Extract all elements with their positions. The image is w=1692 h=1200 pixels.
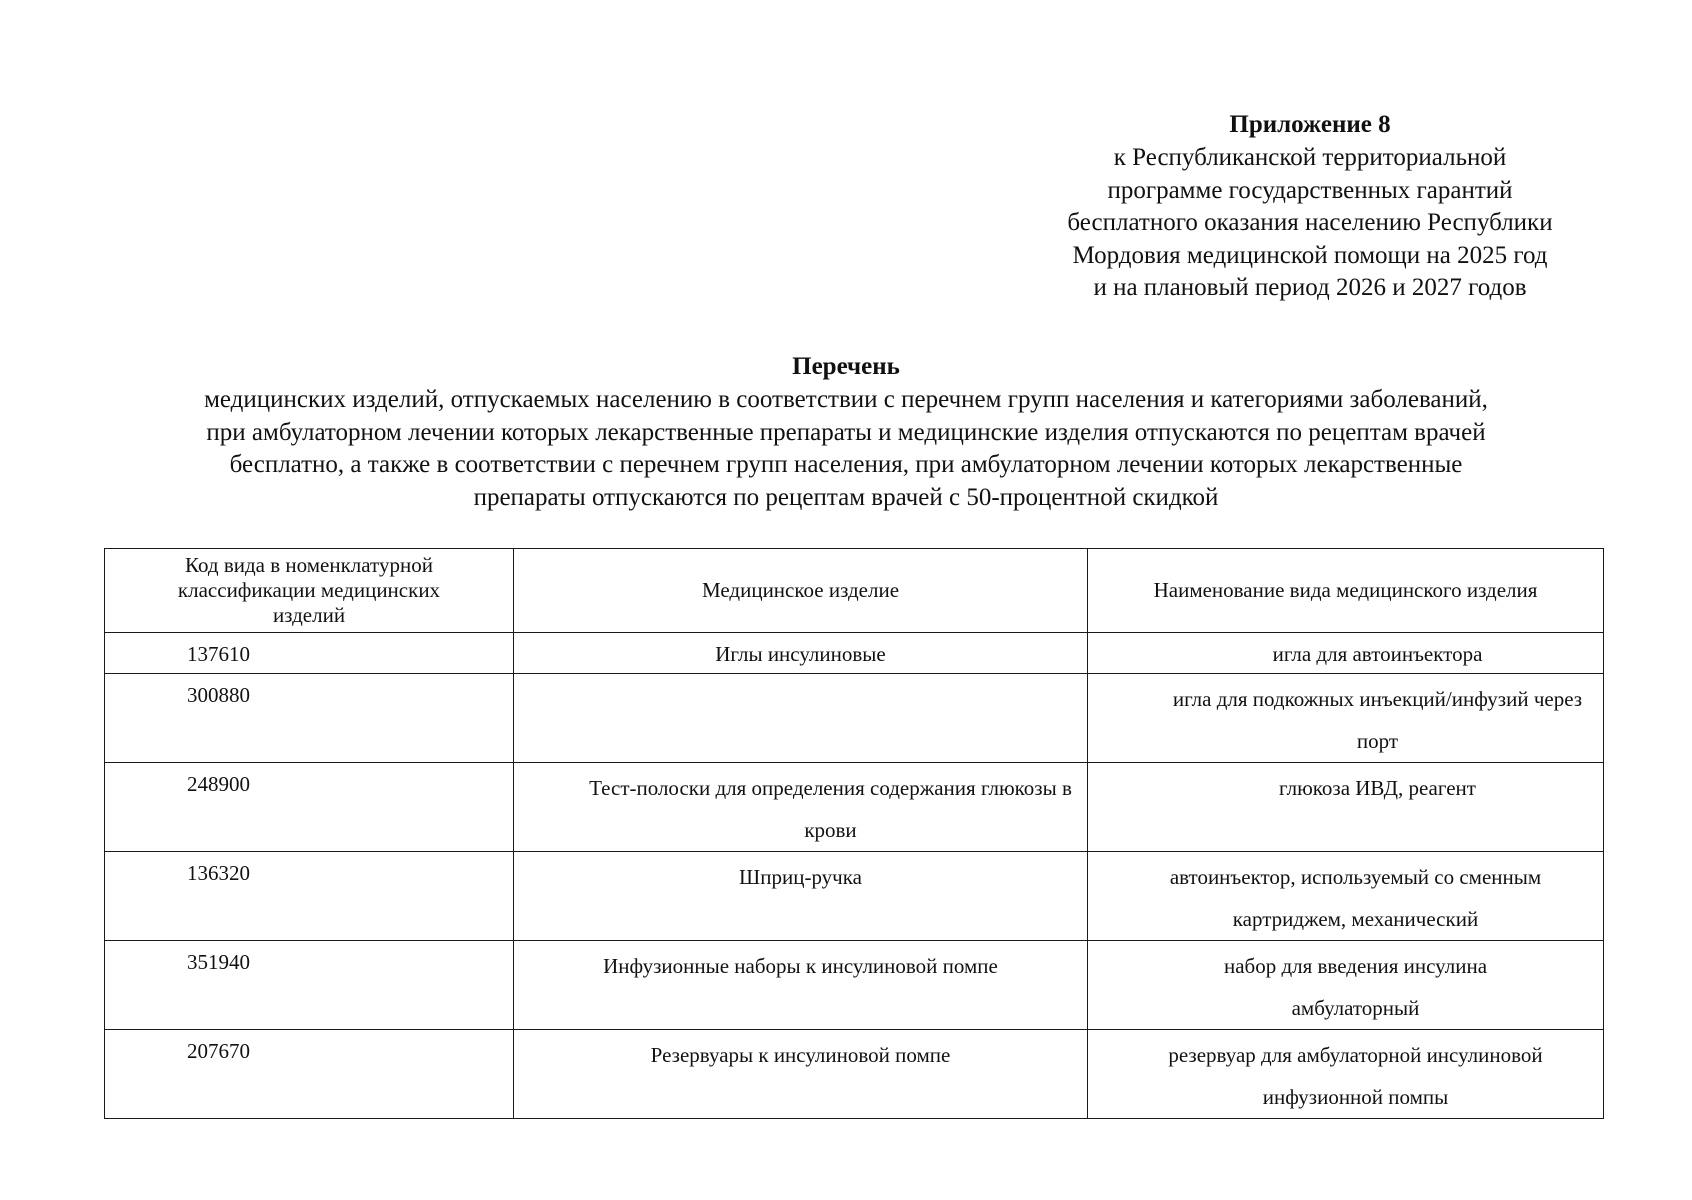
table-header-row: [105, 549, 1604, 633]
document-subtitle-line: медицинских изделий, отпускаемых населению в соответствии с перечнем групп населения и категориями заболеваний,: [204, 386, 1488, 413]
cell-kind: [1088, 941, 1604, 1030]
device-text: Иглы инсулиновые: [715, 642, 886, 666]
cell-kind: [1088, 633, 1604, 674]
annex-line: и на плановый период 2026 и 2027 годов: [1093, 274, 1527, 301]
medical-devices-table: [104, 548, 1604, 1119]
code-text: 136320: [187, 861, 250, 885]
cell-code: [105, 674, 514, 763]
kind-text: глюкоза ИВД, реагент: [1279, 776, 1476, 800]
device-text: Тест-полоски для определения содержания глюкозы в крови: [589, 776, 1072, 842]
device-text: [514, 674, 1087, 678]
table-row: [105, 1030, 1604, 1119]
cell-code: [105, 633, 514, 674]
device-text: Шприц-ручка: [739, 865, 862, 889]
document-subtitle-line: препараты отпускаются по рецептам врачей с 50-процентной скидкой: [473, 483, 1219, 511]
cell-device: [514, 674, 1088, 763]
cell-device: [514, 941, 1088, 1030]
cell-kind: [1088, 674, 1604, 763]
cell-code: [105, 763, 514, 852]
code-text: 351940: [187, 950, 250, 974]
code-text: 137610: [187, 642, 250, 666]
cell-kind: [1088, 1030, 1604, 1119]
device-text: Инфузионные наборы к инсулиновой помпе: [603, 954, 998, 978]
annex-line: к Республиканской территориальной: [1113, 144, 1507, 171]
code-text: 300880: [187, 683, 250, 707]
annex-line: бесплатного оказания населению Республики: [1067, 209, 1553, 236]
cell-kind: [1088, 852, 1604, 941]
annex-block: [1010, 108, 1610, 305]
kind-text: автоинъектор, используемый со сменным картриджем, механический: [1169, 865, 1542, 931]
document-heading: [100, 350, 1592, 514]
cell-code: [105, 941, 514, 1030]
cell-code: [105, 1030, 514, 1119]
annex-line: программе государственных гарантий: [1107, 176, 1513, 204]
header-kind: Наименование вида медицинского изделия: [1088, 549, 1604, 633]
document-title: Перечень: [792, 353, 900, 380]
cell-kind: [1088, 763, 1604, 852]
cell-device: [514, 1030, 1088, 1119]
document-subtitle-line: бесплатно, а также в соответствии с перечнем групп населения, при амбулаторном лечении которых лекарственные: [229, 451, 1463, 478]
code-text: 207670: [187, 1039, 250, 1063]
kind-text: игла для автоинъектора: [1272, 642, 1483, 666]
table-row: [105, 763, 1604, 852]
header-code: [105, 549, 514, 633]
table-row: [105, 674, 1604, 763]
table-row: [105, 852, 1604, 941]
annex-line: Мордовия медицинской помощи на 2025 год: [1072, 241, 1548, 269]
cell-code: [105, 852, 514, 941]
kind-text: набор для введения инсулина амбулаторный: [1223, 954, 1488, 1020]
table-row: [105, 941, 1604, 1030]
kind-text: игла для подкожных инъекций/инфузий через порт: [1172, 687, 1583, 753]
code-text: 248900: [187, 772, 250, 796]
table-header: [105, 549, 1604, 633]
cell-device: [514, 633, 1088, 674]
kind-text: резервуар для амбулаторной инсулиновой инфузионной помпы: [1168, 1043, 1543, 1109]
document-subtitle-line: при амбулаторном лечении которых лекарственные препараты и медицинские изделия отпускаются по рецептам врачей: [206, 418, 1486, 446]
header-code-text: Код вида в номенклатурной классификации медицинских изделий: [177, 553, 441, 627]
table-body: [105, 633, 1604, 1119]
header-device: Медицинское изделие: [514, 549, 1088, 633]
cell-device: [514, 852, 1088, 941]
table-row: [105, 633, 1604, 674]
cell-device: [514, 763, 1088, 852]
annex-title: Приложение 8: [1229, 111, 1391, 138]
device-text: Резервуары к инсулиновой помпе: [650, 1043, 951, 1067]
